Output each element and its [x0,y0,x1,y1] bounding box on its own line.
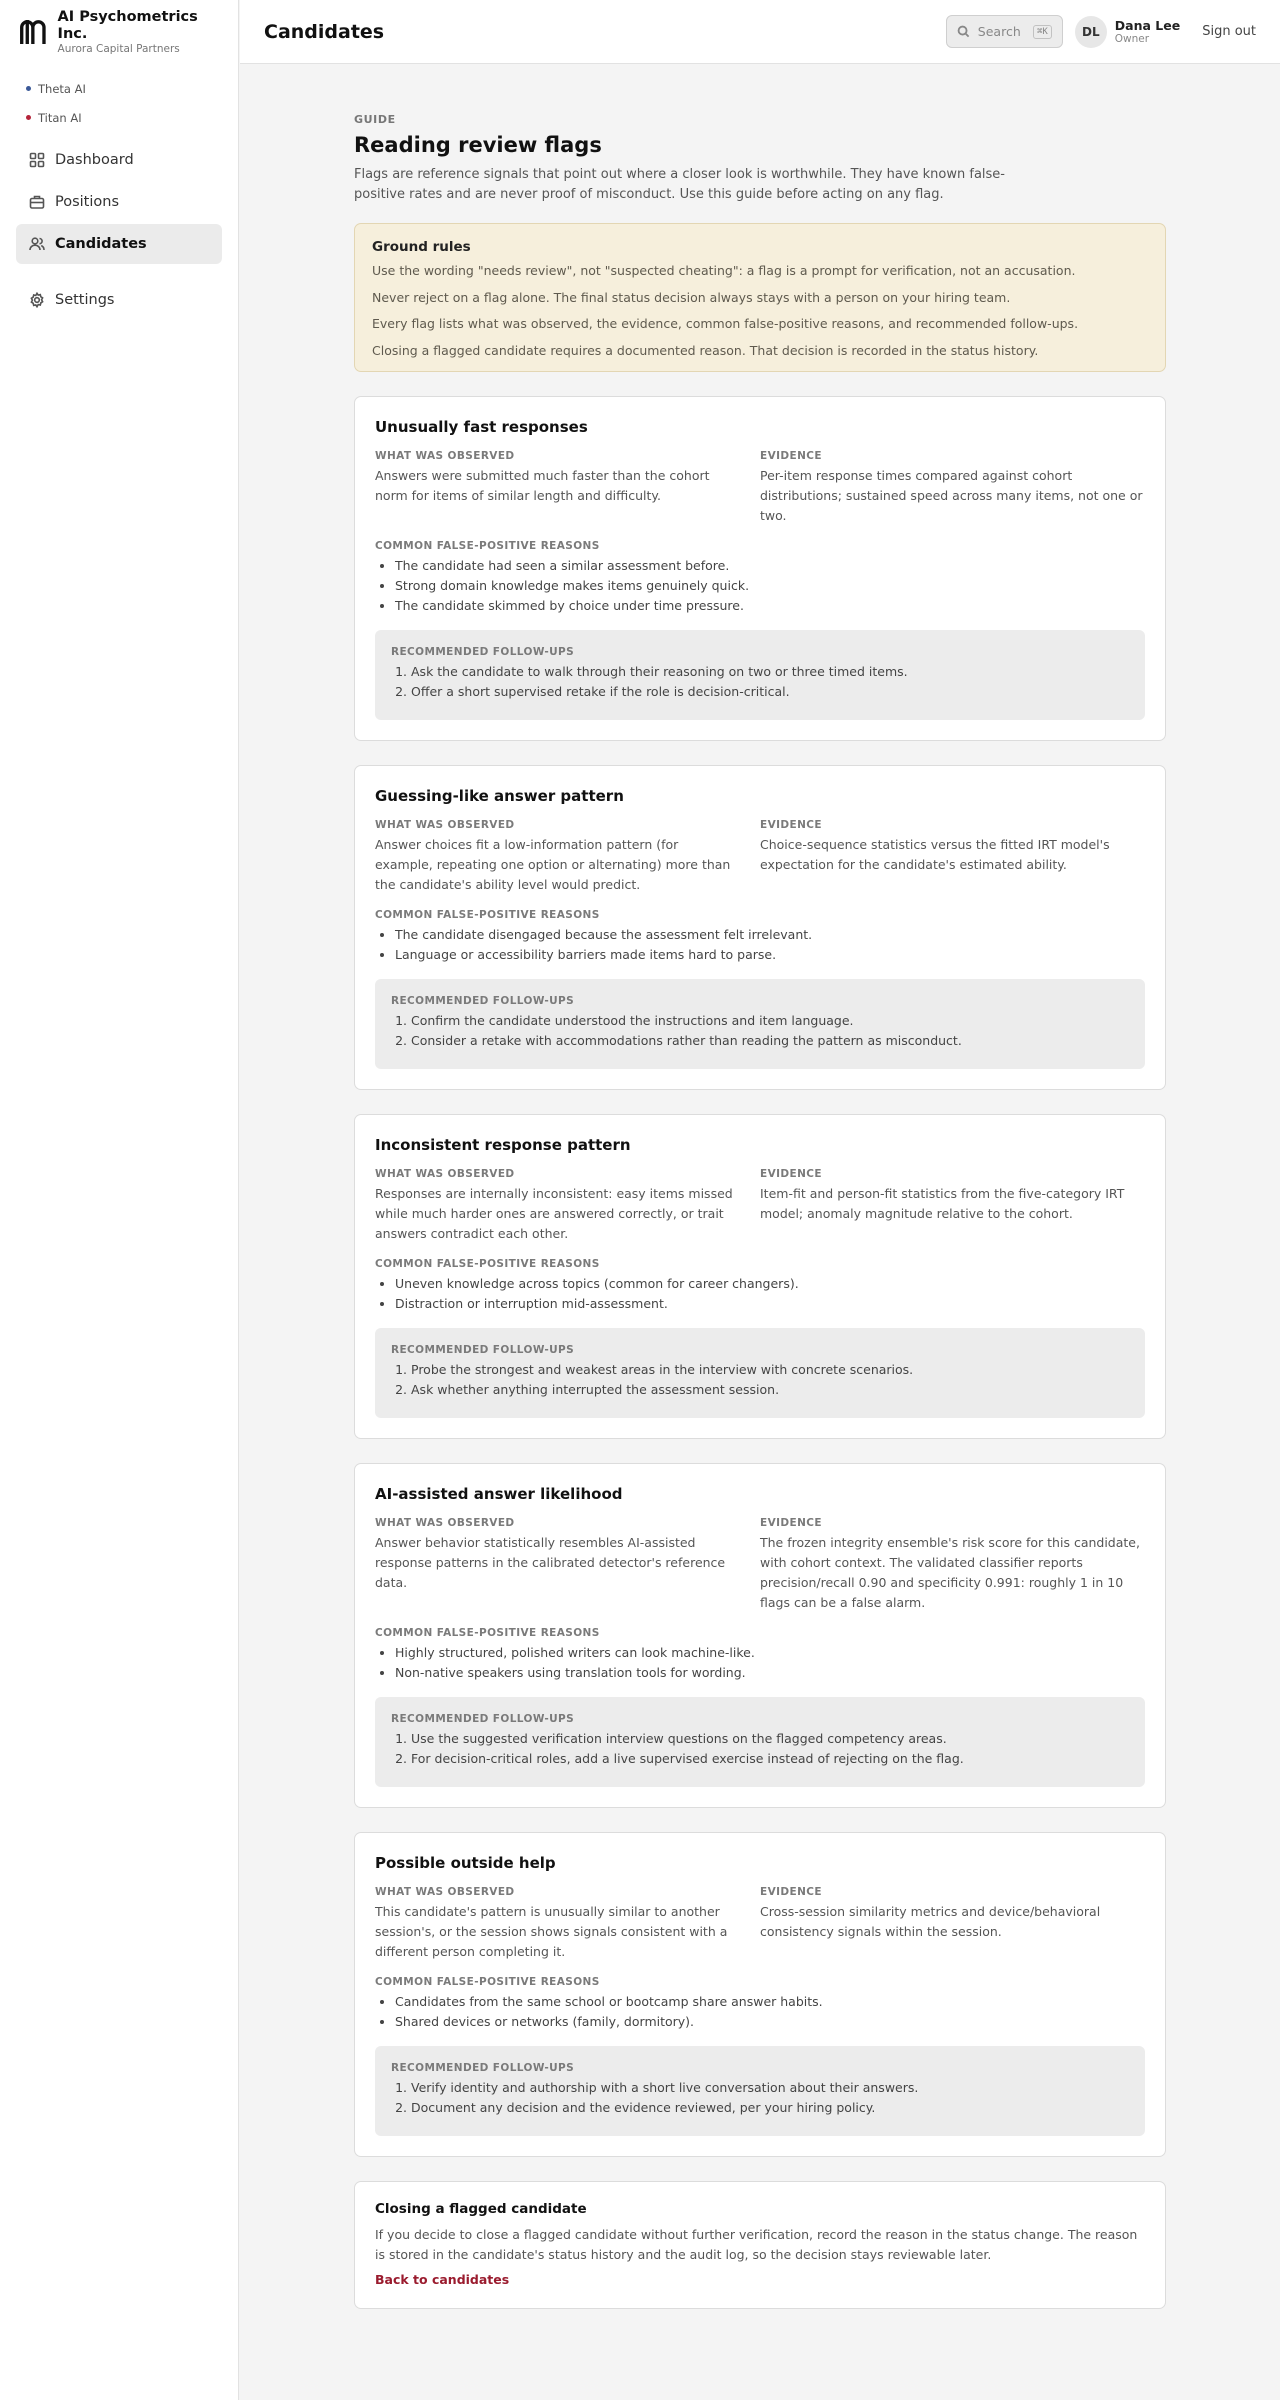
false-positive-item: • The candidate had seen a similar assessment before. [395,556,1145,576]
search-input[interactable] [946,15,1063,48]
flag-card [354,1114,1166,1439]
evidence-label: EVIDENCE [760,818,822,831]
flag-title: Unusually fast responses [375,417,588,436]
observed-label: WHAT WAS OBSERVED [375,818,515,831]
evidence-section [760,1517,1145,1613]
guide-content [354,113,1166,2309]
followups-box [375,979,1145,1069]
page-title: Reading review flags [354,133,602,157]
false-positive-label: COMMON FALSE-POSITIVE REASONS [375,1975,600,1988]
user-info [1115,18,1180,46]
evidence-section [760,1886,1145,1962]
false-positive-section [375,1976,1145,2032]
false-positive-list [395,556,1145,616]
evidence-section [760,819,1145,895]
observed-label: WHAT WAS OBSERVED [375,449,515,462]
nav-label: Settings [55,292,115,308]
false-positive-section [375,1258,1145,1314]
ground-rule: Closing a flagged candidate requires a documented reason. That decision is recorded in the status history. [372,342,1039,358]
flag-title: Possible outside help [375,1853,556,1872]
followups-box [375,1328,1145,1418]
followup-item: 1. Confirm the candidate understood the instructions and item language. [411,1011,1129,1031]
brand[interactable] [0,0,238,55]
guide-intro: Flags are reference signals that point out where a closer look is worthwhile. They have known false-positive rates and are never proof of misconduct. Use this guide before acting on any flag. [354,167,1005,202]
false-positive-label: COMMON FALSE-POSITIVE REASONS [375,1626,600,1639]
followups-box [375,2046,1145,2136]
brand-name: AI Psychometrics Inc. [57,8,198,42]
sign-out-button[interactable]: Sign out [1202,24,1256,39]
search-placeholder: Search [977,24,1021,39]
evidence-text: Cross-session similarity metrics and device/behavioral consistency signals within the session. [760,1903,1101,1939]
flag-title: Guessing-like answer pattern [375,786,624,805]
ground-rule: Never reject on a flag alone. The final status decision always stays with a person on your hiring team. [372,289,1011,305]
flag-card [354,396,1166,741]
nav-item-settings[interactable] [16,280,222,320]
observed-section [375,1517,760,1613]
followup-item: 2. Offer a short supervised retake if the role is decision-critical. [411,682,1129,702]
workspace-list [0,74,238,132]
false-positive-label: COMMON FALSE-POSITIVE REASONS [375,908,600,921]
evidence-text: Per-item response times compared against cohort distributions; sustained speed across many items, not one or two. [760,467,1143,523]
followups-list [411,1011,1129,1051]
briefcase-icon [29,194,45,210]
workspace-item-titan[interactable] [0,103,238,132]
false-positive-item: • Distraction or interruption mid-assessment. [395,1294,1145,1314]
observed-text: Answer behavior statistically resembles AI-assisted response patterns in the calibrated detector's reference data. [375,1534,726,1590]
followup-item: 2. Consider a retake with accommodations rather than reading the pattern as misconduct. [411,1031,1129,1051]
flag-card [354,1463,1166,1808]
nav-label: Candidates [55,236,147,252]
evidence-label: EVIDENCE [760,1885,822,1898]
observed-label: WHAT WAS OBSERVED [375,1885,515,1898]
workspace-dot-icon [26,115,31,120]
search-icon [957,25,970,38]
observed-label: WHAT WAS OBSERVED [375,1516,515,1529]
false-positive-label: COMMON FALSE-POSITIVE REASONS [375,539,600,552]
false-positive-item: • Shared devices or networks (family, dormitory). [395,2012,1145,2032]
false-positive-item: • Language or accessibility barriers made items hard to parse. [395,945,1145,965]
evidence-section [760,1168,1145,1244]
false-positive-label: COMMON FALSE-POSITIVE REASONS [375,1257,600,1270]
ground-rule: Every flag lists what was observed, the evidence, common false-positive reasons, and recommended follow-ups. [372,316,1079,331]
flag-card [354,1832,1166,2157]
observed-section [375,1168,760,1244]
followup-item: 1. Ask the candidate to walk through their reasoning on two or three timed items. [411,662,1129,682]
evidence-label: EVIDENCE [760,1167,822,1180]
evidence-text: The frozen integrity ensemble's risk score for this candidate, with cohort context. The validated classifier reports precision/recall 0.90 and specificity 0.991: roughly 1 in 10 flags can be a false alarm. [760,1534,1140,1610]
followups-list [411,662,1129,702]
workspace-label: Titan AI [38,110,82,125]
workspace-dot-icon [26,86,31,91]
false-positive-list [395,1274,1145,1314]
observed-text: Answers were submitted much faster than the cohort norm for items of similar length and difficulty. [375,467,710,503]
false-positive-list [395,1643,1145,1683]
evidence-section [760,450,1145,526]
nav-item-dashboard[interactable] [16,140,222,180]
false-positive-item: • Candidates from the same school or bootcamp share answer habits. [395,1992,1145,2012]
followups-label: RECOMMENDED FOLLOW-UPS [391,2061,575,2074]
flag-title: AI-assisted answer likelihood [375,1484,623,1503]
false-positive-section [375,1627,1145,1683]
guide-eyebrow: GUIDE [354,113,396,126]
nav-item-candidates[interactable] [16,224,222,264]
nav-label: Dashboard [55,152,134,168]
main-nav [0,140,238,320]
false-positive-section [375,540,1145,616]
followup-item: 1. Use the suggested verification interview questions on the flagged competency areas. [411,1729,1129,1749]
followups-box [375,1697,1145,1787]
closing-card [354,2181,1166,2309]
followups-label: RECOMMENDED FOLLOW-UPS [391,645,575,658]
false-positive-item: • Uneven knowledge across topics (common for career changers). [395,1274,1145,1294]
brand-logo-icon [18,15,50,49]
user-name: Dana Lee [1114,17,1181,33]
flag-card [354,765,1166,1090]
followups-list [411,1360,1129,1400]
top-header [240,0,1280,64]
brand-subtitle: Aurora Capital Partners [57,42,180,55]
evidence-text: Item-fit and person-fit statistics from the five-category IRT model; anomaly magnitude relative to the cohort. [760,1185,1125,1221]
false-positive-item: • The candidate skimmed by choice under time pressure. [395,596,1145,616]
followups-list [411,2078,1129,2118]
false-positive-section [375,909,1145,965]
users-icon [29,236,45,252]
followup-item: 1. Probe the strongest and weakest areas in the interview with concrete scenarios. [411,1360,1129,1380]
observed-text: This candidate's pattern is unusually similar to another session's, or the session shows signals consistent with a different person completing it. [375,1903,728,1959]
followups-label: RECOMMENDED FOLLOW-UPS [391,994,575,1007]
false-positive-item: • The candidate disengaged because the assessment felt irrelevant. [395,925,1145,945]
closing-title: Closing a flagged candidate [375,2200,587,2217]
false-positive-list [395,925,1145,965]
back-to-candidates-link[interactable]: Back to candidates [375,2271,510,2287]
gear-icon [29,292,45,308]
flag-title: Inconsistent response pattern [375,1135,631,1154]
followups-label: RECOMMENDED FOLLOW-UPS [391,1712,575,1725]
false-positive-item: • Highly structured, polished writers can look machine-like. [395,1643,1145,1663]
followups-list [411,1729,1129,1769]
workspace-label: Theta AI [38,81,86,96]
search-shortcut-badge: ⌘K [1033,25,1052,39]
followup-item: 1. Verify identity and authorship with a short live conversation about their answers. [411,2078,1129,2098]
followups-box [375,630,1145,720]
observed-text: Responses are internally inconsistent: easy items missed while much harder ones are answered correctly, or trait answers contradict each other. [375,1185,733,1241]
sidebar [0,0,239,2400]
observed-text: Answer choices fit a low-information pattern (for example, repeating one option or alternating) more than the candidate's ability level would predict. [375,836,731,892]
observed-label: WHAT WAS OBSERVED [375,1167,515,1180]
observed-section [375,819,760,895]
false-positive-list [395,1992,1145,2032]
avatar[interactable]: DL [1075,16,1107,48]
followups-label: RECOMMENDED FOLLOW-UPS [391,1343,575,1356]
false-positive-item: • Non-native speakers using translation tools for wording. [395,1663,1145,1683]
followup-item: 2. Document any decision and the evidence reviewed, per your hiring policy. [411,2098,1129,2118]
workspace-item-theta[interactable] [0,74,238,103]
evidence-label: EVIDENCE [760,449,822,462]
observed-section [375,450,760,526]
closing-text: If you decide to close a flagged candidate without further verification, record the reason in the status change. The reason is stored in the candidate's status history and the audit log, so the decision stays reviewable later. [375,2226,1138,2262]
ground-rules-callout [354,223,1166,372]
ground-rules-title: Ground rules [372,239,471,255]
nav-item-positions[interactable] [16,182,222,222]
ground-rule: Use the wording "needs review", not "suspected cheating": a flag is a prompt for verification, not an accusation. [372,263,1076,278]
observed-section [375,1886,760,1962]
user-role: Owner [1114,32,1150,45]
evidence-label: EVIDENCE [760,1516,822,1529]
followup-item: 2. For decision-critical roles, add a live supervised exercise instead of rejecting on the flag. [411,1749,1129,1769]
false-positive-item: • Strong domain knowledge makes items genuinely quick. [395,576,1145,596]
nav-label: Positions [55,194,120,210]
followup-item: 2. Ask whether anything interrupted the assessment session. [411,1380,1129,1400]
page-header-title: Candidates [264,20,385,43]
dashboard-icon [29,152,45,168]
evidence-text: Choice-sequence statistics versus the fitted IRT model's expectation for the candidate's estimated ability. [760,836,1110,872]
